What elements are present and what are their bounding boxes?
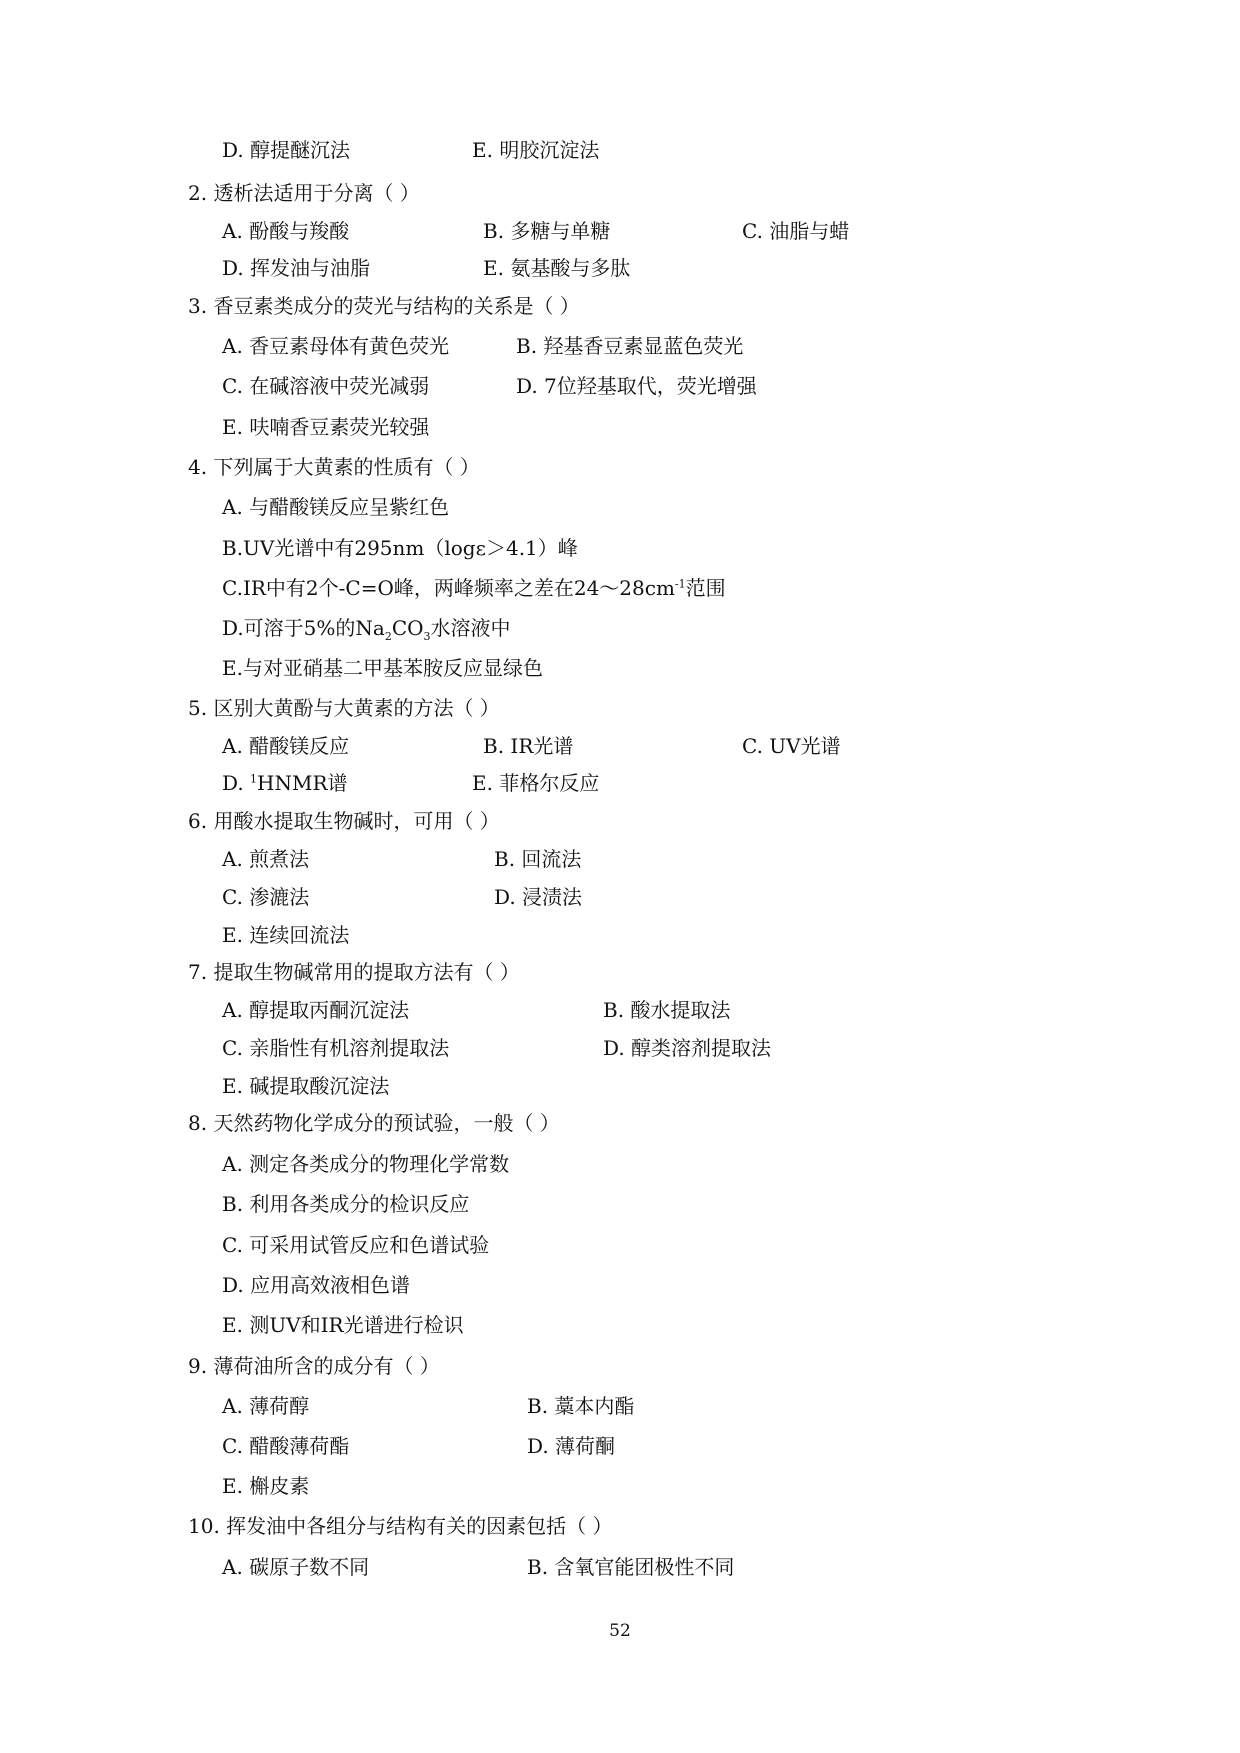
option-text: E. 碱提取酸沉淀法 bbox=[222, 1074, 390, 1098]
option-text: E. 菲格尔反应 bbox=[472, 771, 600, 795]
option-text: C. 在碱溶液中荧光减弱 bbox=[222, 374, 430, 398]
question-text: 3. 香豆素类成分的荧光与结构的关系是（ ） bbox=[188, 294, 580, 318]
superscript: 1 bbox=[250, 772, 258, 786]
text-part: D. bbox=[222, 771, 251, 795]
text-part: 水溶液中 bbox=[430, 616, 511, 640]
option-text: D. 醇提醚沉法 bbox=[222, 138, 351, 162]
option-text: D. 浸渍法 bbox=[494, 885, 583, 909]
option-text: B. 藁本内酯 bbox=[527, 1394, 635, 1418]
option-text: A. 测定各类成分的物理化学常数 bbox=[222, 1152, 510, 1176]
subscript: 2 bbox=[384, 630, 392, 643]
option-text: A. 与醋酸镁反应呈紫红色 bbox=[222, 495, 450, 519]
question-text: 8. 天然药物化学成分的预试验，一般（ ） bbox=[188, 1111, 560, 1135]
text-part: 范围 bbox=[685, 576, 726, 600]
option-text: B. 含氧官能团极性不同 bbox=[527, 1555, 735, 1579]
option-text: D. 7位羟基取代，荧光增强 bbox=[516, 374, 757, 398]
text-part: C.IR中有2个-C=O峰，两峰频率之差在24～28cm bbox=[222, 576, 675, 600]
question-text: 6. 用酸水提取生物碱时，可用（ ） bbox=[188, 809, 500, 833]
option-text: B. 回流法 bbox=[494, 847, 582, 871]
superscript: -1 bbox=[674, 577, 686, 591]
question-text: 9. 薄荷油所含的成分有（ ） bbox=[188, 1354, 440, 1378]
option-text: C. 渗漉法 bbox=[222, 885, 310, 909]
option-text: D. 醇类溶剂提取法 bbox=[603, 1036, 772, 1060]
text-part: HNMR谱 bbox=[257, 771, 348, 795]
option-text: C. 亲脂性有机溶剂提取法 bbox=[222, 1036, 450, 1060]
question-text: 7. 提取生物碱常用的提取方法有（ ） bbox=[188, 960, 520, 984]
option-text: C. 可采用试管反应和色谱试验 bbox=[222, 1233, 490, 1257]
option-text: E. 呋喃香豆素荧光较强 bbox=[222, 415, 430, 439]
option-text: D. 应用高效液相色谱 bbox=[222, 1273, 411, 1297]
option-text: B. IR光谱 bbox=[483, 734, 574, 758]
option-text bbox=[222, 575, 726, 601]
question-text: 2. 透析法适用于分离（ ） bbox=[188, 181, 420, 205]
option-text: D. 薄荷酮 bbox=[527, 1434, 616, 1458]
option-text: E. 测UV和IR光谱进行检识 bbox=[222, 1313, 464, 1337]
option-text: C. UV光谱 bbox=[742, 734, 841, 758]
option-text: A. 酚酸与羧酸 bbox=[222, 219, 350, 243]
option-text: E. 氨基酸与多肽 bbox=[483, 256, 631, 280]
option-text: C. 醋酸薄荷酯 bbox=[222, 1434, 350, 1458]
option-text: A. 香豆素母体有黄色荧光 bbox=[222, 334, 450, 358]
option-text: A. 碳原子数不同 bbox=[222, 1555, 370, 1579]
option-text: C. 油脂与蜡 bbox=[742, 219, 850, 243]
question-text: 10. 挥发油中各组分与结构有关的因素包括（ ） bbox=[188, 1514, 613, 1538]
page-number: 52 bbox=[609, 1621, 631, 1641]
option-text: B. 酸水提取法 bbox=[603, 998, 731, 1022]
option-text: B. 多糖与单糖 bbox=[483, 219, 611, 243]
option-text bbox=[222, 770, 348, 796]
option-text: E.与对亚硝基二甲基苯胺反应显绿色 bbox=[222, 656, 543, 680]
option-text bbox=[222, 615, 511, 641]
text-part: CO bbox=[391, 616, 424, 640]
option-text: A. 煎煮法 bbox=[222, 847, 310, 871]
option-text: B. 羟基香豆素显蓝色荧光 bbox=[516, 334, 744, 358]
option-text: B. 利用各类成分的检识反应 bbox=[222, 1192, 470, 1216]
option-text: E. 槲皮素 bbox=[222, 1474, 310, 1498]
subscript: 3 bbox=[423, 630, 431, 643]
question-text: 5. 区别大黄酚与大黄素的方法（ ） bbox=[188, 696, 500, 720]
option-text: E. 明胶沉淀法 bbox=[472, 138, 600, 162]
question-text: 4. 下列属于大黄素的性质有（ ） bbox=[188, 455, 480, 479]
text-part: D.可溶于5%的Na bbox=[222, 616, 385, 640]
option-text: A. 醇提取丙酮沉淀法 bbox=[222, 998, 410, 1022]
option-text: E. 连续回流法 bbox=[222, 923, 350, 947]
option-text: B.UV光谱中有295nm（logε＞4.1）峰 bbox=[222, 536, 578, 560]
option-text: A. 醋酸镁反应 bbox=[222, 734, 350, 758]
option-text: A. 薄荷醇 bbox=[222, 1394, 310, 1418]
option-text: D. 挥发油与油脂 bbox=[222, 256, 371, 280]
